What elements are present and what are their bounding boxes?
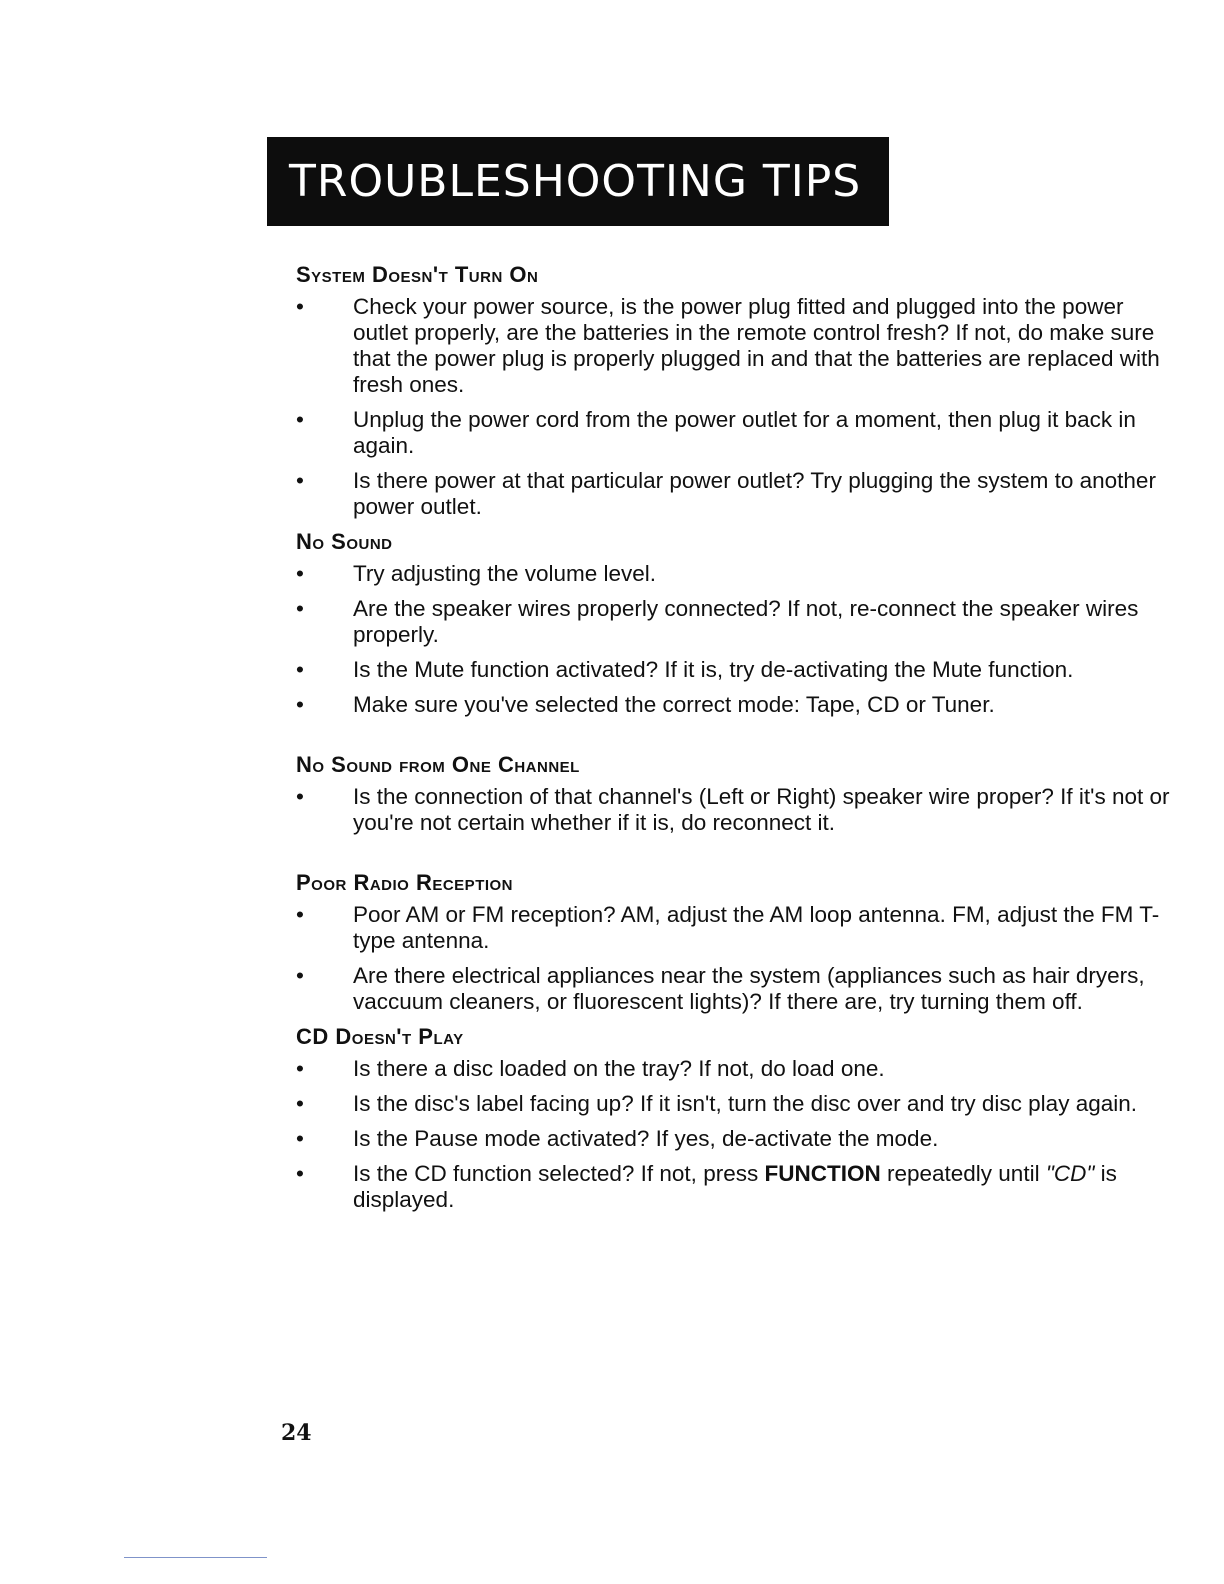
page-title: TROUBLESHOOTING TIPS [289,156,862,207]
list-item [296,1161,1181,1213]
list-item [296,1056,1181,1082]
bullet-icon: • [296,1056,304,1081]
bullet-icon: • [296,1091,304,1116]
section-heading: System Doesn't Turn On [296,262,539,287]
tip-text: Check your power source, is the power plug fitted and plugged into the power outlet properly, are the batteries in the remote control fresh? If not, do make sure that the power plug is properly plugged in and that the batteries are replaced with fresh ones. [353,294,1160,397]
bullet-icon: • [296,561,304,586]
tip-text: Unplug the power cord from the power outlet for a moment, then plug it back in again. [353,407,1136,458]
troubleshooting-content [296,262,1181,1222]
list-item [296,294,1181,398]
bullet-icon: • [296,692,304,717]
bullet-icon: • [296,596,304,621]
list-item [296,561,1181,587]
bullet-icon: • [296,1161,304,1186]
list-item [296,692,1181,718]
tip-text: Is the Mute function activated? If it is, try de-activating the Mute function. [353,657,1074,682]
tip-text: Try adjusting the volume level. [353,561,657,586]
section-poor-radio-reception [296,870,1181,1015]
tip-list [296,294,1181,520]
section-heading: No Sound from One Channel [296,752,580,777]
tip-text: Is the connection of that channel's (Left or Right) speaker wire proper? If it's not or you're not certain whether if it is, do reconnect it. [353,784,1170,835]
tip-list [296,561,1181,718]
bullet-icon: • [296,963,304,988]
list-item [296,902,1181,954]
tip-text-before: Is the CD function selected? If not, press [353,1161,765,1186]
bullet-icon: • [296,468,304,493]
tip-list [296,784,1181,836]
tip-list [296,1056,1181,1213]
bullet-icon: • [296,902,304,927]
list-item [296,963,1181,1015]
tip-list [296,902,1181,1015]
bullet-icon: • [296,1126,304,1151]
tip-text-after: is displayed. [353,1161,1117,1212]
bullet-icon: • [296,407,304,432]
display-text: "CD" [1045,1161,1095,1186]
list-item [296,1126,1181,1152]
section-cd-doesnt-play [296,1024,1181,1213]
scan-artifact-line [124,1557,267,1558]
title-banner [267,137,889,226]
bullet-icon: • [296,294,304,319]
tip-text: Is the disc's label facing up? If it isn't, turn the disc over and try disc play again. [353,1091,1137,1116]
section-no-sound [296,529,1181,718]
section-heading: No Sound [296,529,393,554]
list-item [296,1091,1181,1117]
list-item [296,657,1181,683]
page-number: 24 [281,1420,312,1446]
tip-text: Are there electrical appliances near the system (appliances such as hair dryers, vaccuum cleaners, or fluorescent lights)? If there are, try turning them off. [353,963,1145,1014]
list-item [296,596,1181,648]
tip-text: Is the Pause mode activated? If yes, de-activate the mode. [353,1126,939,1151]
tip-text: Is there power at that particular power outlet? Try plugging the system to another power outlet. [353,468,1156,519]
list-item [296,468,1181,520]
tip-text: Is there a disc loaded on the tray? If not, do load one. [353,1056,885,1081]
list-item [296,784,1181,836]
section-system-doesnt-turn-on [296,262,1181,520]
function-button-label: FUNCTION [764,1161,881,1186]
section-heading: Poor Radio Reception [296,870,514,895]
bullet-icon: • [296,657,304,682]
tip-text-middle: repeatedly until [880,1161,1046,1186]
section-no-sound-from-one-channel [296,752,1181,836]
bullet-icon: • [296,784,304,809]
tip-text: Poor AM or FM reception? AM, adjust the AM loop antenna. FM, adjust the FM T-type antenna. [353,902,1160,953]
tip-text: Are the speaker wires properly connected? If not, re-connect the speaker wires properly. [353,596,1139,647]
list-item [296,407,1181,459]
tip-text [353,1161,1117,1212]
section-heading: CD Doesn't Play [296,1024,464,1049]
tip-text: Make sure you've selected the correct mode: Tape, CD or Tuner. [353,692,995,717]
